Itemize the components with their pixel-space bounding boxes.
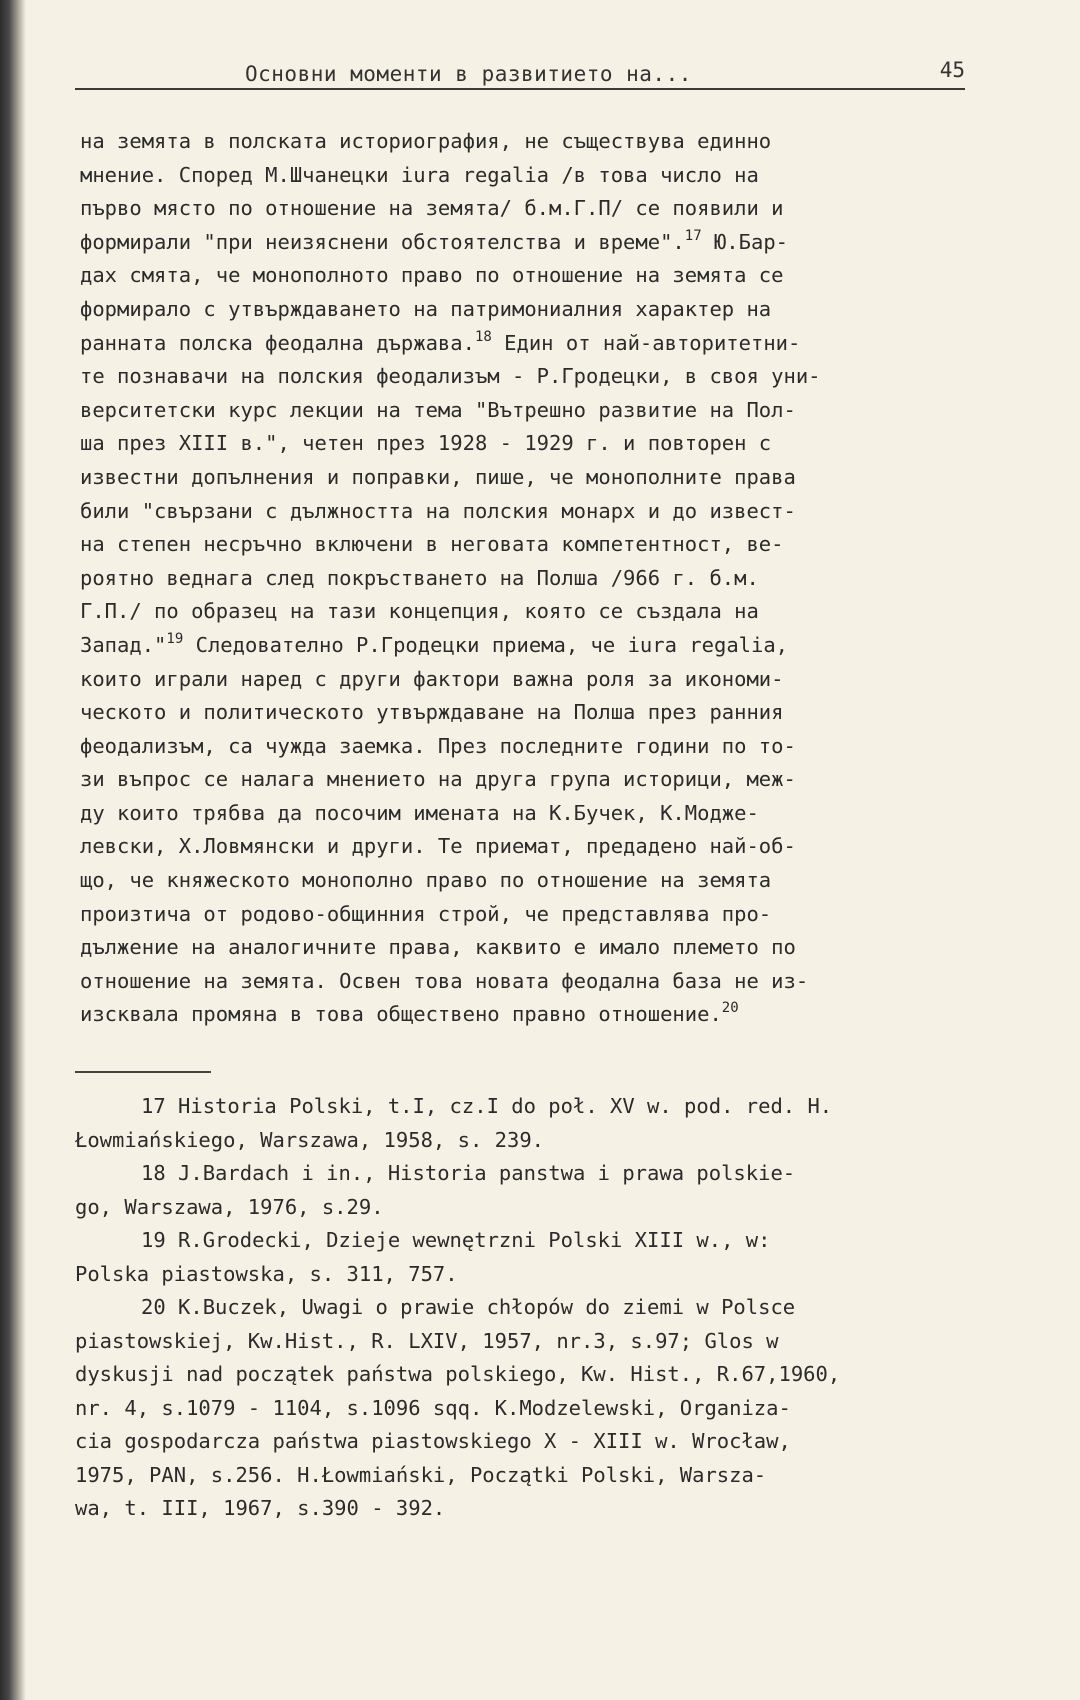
text-line-content: ческото и политическото утвърждаване на Полша през ранния [80, 700, 784, 725]
footnote [75, 1090, 1005, 1157]
text-line-continuation: Ю.Бар- [701, 229, 789, 254]
text-line [80, 226, 1000, 260]
text-line-content: на степен несръчно включени в неговата компетентност, ве- [80, 532, 784, 557]
text-line [80, 595, 1000, 629]
footnote-reference: 17 [684, 227, 702, 244]
footnote-line: 20 K.Buczek, Uwagi o prawie chłopów do ziemi w Polsce [141, 1295, 796, 1319]
footnote-line: 19 R.Grodecki, Dzieje wewnętrzni Polski XIII w., w: [141, 1228, 771, 1252]
main-text [80, 125, 1000, 1032]
text-line-content: Г.П./ по образец на тази концепция, която се създала на [80, 599, 759, 624]
running-title: Основни моменти в развитието на... [245, 62, 692, 86]
footnotes [75, 1090, 1005, 1526]
text-line-content: мнение. Според М.Шчанецки iura regalia /в това число на [80, 162, 759, 187]
footnote [75, 1157, 1005, 1224]
text-line-continuation: Следователно Р.Гродецки приема, че iura regalia, [183, 632, 789, 657]
text-line-content: верситетски курс лекции на тема "Вътрешно развитие на Пол- [80, 397, 796, 422]
text-line-continuation: Един от най-авторитетни- [491, 330, 801, 355]
text-line [80, 931, 1000, 965]
text-line [80, 998, 1000, 1032]
text-line [80, 327, 1000, 361]
text-line-content: били "свързани с дължността на полския монарх и до извест- [80, 498, 796, 523]
text-line-content: те познавачи на полския феодализъм - Р.Гродецки, в своя уни- [80, 364, 821, 389]
text-line-content: известни допълнения и поправки, пише, че монополните права [80, 464, 796, 489]
text-line [80, 629, 1000, 663]
footnote-line: piastowskiej, Kw.Hist., R. LXIV, 1957, nr.3, s.97; Glos w [75, 1328, 779, 1353]
footnote-reference: 18 [474, 328, 492, 345]
header-rule [75, 88, 965, 90]
footnote-line: wa, t. III, 1967, s.390 - 392. [75, 1496, 446, 1520]
text-line [80, 763, 1000, 797]
text-line [80, 730, 1000, 764]
text-line [80, 394, 1000, 428]
text-line [80, 528, 1000, 562]
text-line-content: ранната полска феодална държава. [80, 330, 475, 355]
page-header [75, 58, 965, 92]
text-line-content: формирали "при неизяснени обстоятелства и време". [80, 229, 685, 254]
text-line-content: на земята в полската историография, не съществува единно [80, 129, 772, 153]
text-line [80, 427, 1000, 461]
footnote-reference: 19 [166, 630, 184, 647]
footnote [75, 1291, 1005, 1526]
footnote [75, 1224, 1005, 1291]
text-line-content: що, че княжеското монополно право по отношение на земята [80, 868, 772, 893]
text-line [80, 797, 1000, 831]
text-line [80, 192, 1000, 226]
text-line-content: отношение на земята. Освен това новата феодална база не из- [80, 968, 809, 993]
text-line-content: феодализъм, са чужда заемка. През последните години по то- [80, 733, 796, 758]
text-line-content: изсквала промяна в това обществено правно отношение. [80, 1002, 722, 1027]
text-line-content: формирало с утвърждаването на патримониалния характер на [80, 296, 772, 321]
text-line [80, 663, 1000, 697]
footnote-line: Polska piastowska, s. 311, 757. [75, 1261, 458, 1286]
text-line [80, 696, 1000, 730]
text-line [80, 125, 1000, 159]
text-line [80, 965, 1000, 999]
text-line-content: произтича от родово-общинния строй, че представлява про- [80, 901, 772, 926]
text-line [80, 461, 1000, 495]
text-line [80, 259, 1000, 293]
text-line [80, 360, 1000, 394]
text-line [80, 830, 1000, 864]
text-line-content: Запад." [80, 632, 167, 657]
footnote-line: go, Warszawa, 1976, s.29. [75, 1194, 384, 1219]
text-line [80, 159, 1000, 193]
text-line-content: левски, Х.Ловмянски и други. Те приемат, предадено най-об- [80, 834, 796, 859]
text-line-content: първо място по отношение на земята/ б.м.Г.П/ се появили и [80, 196, 784, 221]
footnote-separator [75, 1071, 211, 1073]
text-line-content: роятно веднага след покръстването на Полша /966 г. б.м. [80, 565, 759, 590]
page-number: 45 [939, 58, 965, 82]
text-line-content: зи въпрос се налага мнението на друга група историци, меж- [80, 767, 796, 792]
footnote-line: 18 J.Bardach i in., Historia panstwa i prawa polskie- [141, 1161, 796, 1185]
text-line [80, 864, 1000, 898]
footnote-line: 17 Historia Polski, t.I, cz.I do poł. XV w. pod. red. H. [141, 1094, 833, 1118]
text-line-content: дължение на аналогичните права, каквито е имало племето по [80, 935, 796, 960]
text-line [80, 495, 1000, 529]
footnote-line: nr. 4, s.1079 - 1104, s.1096 sqq. K.Modzelewski, Organiza- [75, 1395, 791, 1420]
text-line-content: ша през XIII в.", четен през 1928 - 1929 г. и повторен с [80, 431, 772, 456]
footnote-reference: 20 [721, 1000, 739, 1017]
text-line [80, 562, 1000, 596]
footnote-line: 1975, PAN, s.256. H.Łowmiański, Początki Polski, Warsza- [75, 1462, 767, 1487]
text-line-content: дах смята, че монополното право по отношение на земята се [80, 263, 784, 288]
footnote-line: cia gospodarcza państwa piastowskiego X - XIII w. Wrocław, [75, 1429, 791, 1453]
text-line-content: ду които трябва да посочим имената на К.Бучек, К.Модже- [80, 800, 759, 825]
footnote-line: dyskusji nad początek państwa polskiego, Kw. Hist., R.67,1960, [75, 1362, 841, 1386]
footnote-line: Łowmiańskiego, Warszawa, 1958, s. 239. [75, 1127, 544, 1152]
text-line-content: които играли наред с други фактори важна роля за икономи- [80, 666, 784, 691]
text-line [80, 898, 1000, 932]
text-line [80, 293, 1000, 327]
binding-shadow [0, 0, 26, 1700]
